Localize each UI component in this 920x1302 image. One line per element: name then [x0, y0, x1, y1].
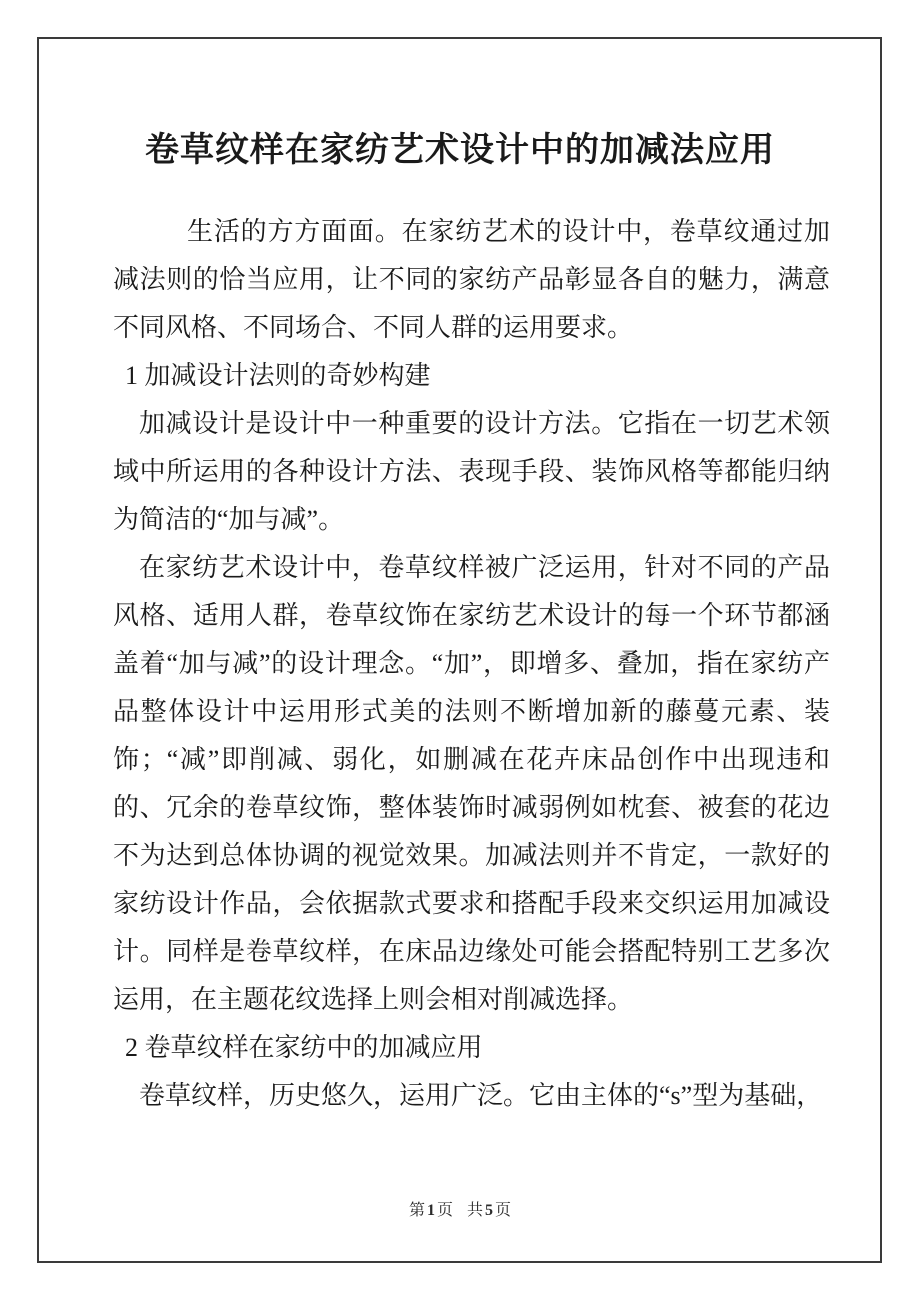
footer-page-unit: 页	[436, 1202, 453, 1219]
footer-page-number: 1	[426, 1202, 435, 1219]
footer-total-prefix: 共	[467, 1202, 484, 1219]
page-footer	[0, 1200, 920, 1222]
paragraph-intro: 生活的方方面面。在家纺艺术的设计中，卷草纹通过加减法则的恰当应用，让不同的家纺产品彰显各自的魅力，满意不同风格、不同场合、不同人群的运用要求。	[113, 217, 830, 342]
document-body	[113, 208, 830, 1120]
footer-total-unit: 页	[495, 1202, 512, 1219]
footer-total-number: 5	[485, 1202, 494, 1219]
section-heading-1: 1 加减设计法则的奇妙构建	[125, 361, 431, 390]
paragraph-section2-a: 卷草纹样，历史悠久，运用广泛。它由主体的“s”型为基础，	[139, 1081, 823, 1110]
document-title: 卷草纹样在家纺艺术设计中的加减法应用	[145, 131, 775, 169]
paragraph-section1-a: 加减设计是设计中一种重要的设计方法。它指在一切艺术领域中所运用的各种设计方法、表现手段、装饰风格等都能归纳为简洁的“加与减”。	[113, 409, 830, 534]
section-heading-2: 2 卷草纹样在家纺中的加减应用	[125, 1033, 483, 1062]
paragraph-section1-b: 在家纺艺术设计中，卷草纹样被广泛运用，针对不同的产品风格、适用人群，卷草纹饰在家纺艺术设计的每一个环节都涵盖着“加与减”的设计理念。“加”，即增多、叠加，指在家纺产品整体设计中运用形式美的法则不断增加新的藤蔓元素、装饰；“减”即削减、弱化，如删减在花卉床品创作中出现违和的、冗余的卷草纹饰，整体装饰时减弱例如枕套、被套的花边不为达到总体协调的视觉效果。加减法则并不肯定，一款好的家纺设计作品，会依据款式要求和搭配手段来交织运用加减设计。同样是卷草纹样，在床品边缘处可能会搭配特别工艺多次运用，在主题花纹选择上则会相对削减选择。	[113, 553, 830, 1014]
footer-page-prefix: 第	[408, 1202, 425, 1219]
